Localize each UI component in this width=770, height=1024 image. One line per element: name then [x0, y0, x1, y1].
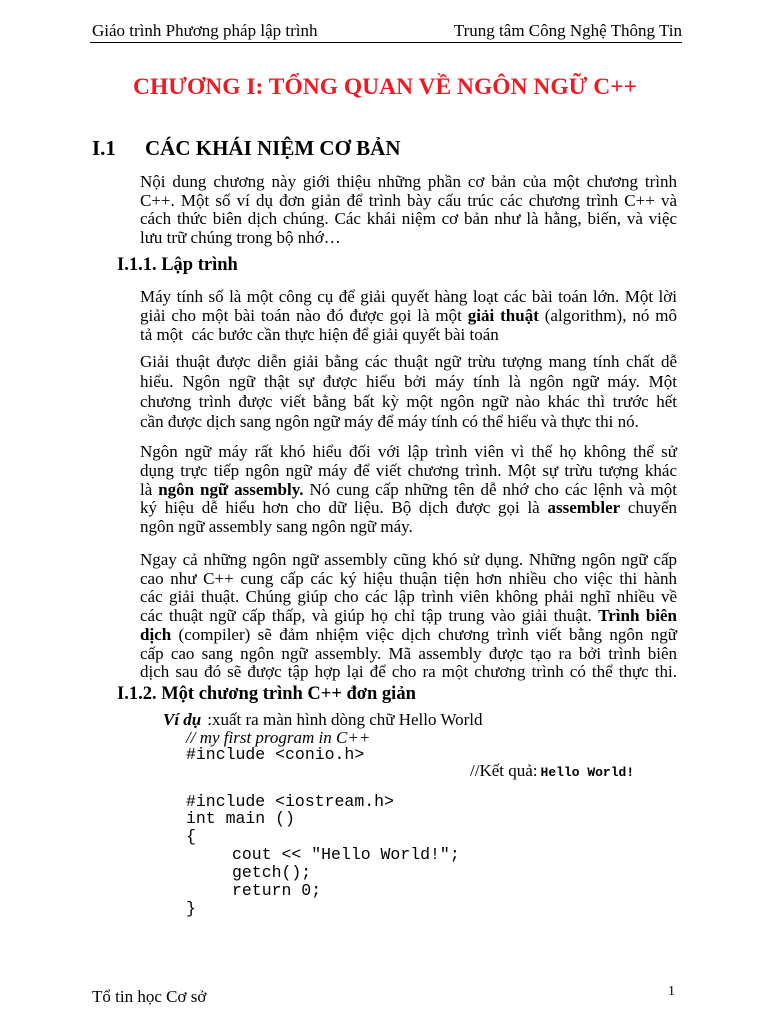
text-run: Giải thuật được diễn giải bằng các thuật ngữ trừu tượng mang tính chất dễ: [140, 352, 677, 371]
text-run: lưu trữ chúng trong bộ nhớ…: [140, 228, 341, 248]
text-line: [140, 607, 677, 626]
text-run: (algorithm), nó mô: [538, 306, 677, 325]
text-run: C++. Một số ví dụ đơn giản để trình bày cấu trúc các chương trình C++ và: [140, 190, 677, 210]
section-number: I.1: [92, 136, 116, 160]
header-course-title: Giáo trình Phương pháp lập trình: [92, 21, 318, 40]
text-run: cần được dịch sang ngôn ngữ máy để máy tính có thể hiểu và thực thi nó.: [140, 412, 639, 431]
text-line: [140, 392, 677, 412]
subsection-heading-simple-program: I.1.2. Một chương trình C++ đơn giản: [117, 684, 416, 704]
text-line: [140, 352, 677, 372]
chapter-title: CHƯƠNG I: TỔNG QUAN VỀ NGÔN NGỮ C++: [133, 74, 637, 100]
text-line: [140, 325, 677, 344]
code-comment: // my first program in C++: [186, 728, 371, 747]
bold-term: giải thuật: [467, 306, 539, 325]
text-line: [140, 229, 677, 248]
text-line: [140, 499, 677, 518]
text-line: [140, 626, 677, 645]
paragraph-compiler: [140, 551, 677, 682]
text-line: [140, 481, 677, 500]
example-label: Ví dụ: [163, 710, 202, 729]
paragraph-assembly: [140, 443, 677, 537]
text-run: Nó cung cấp những tên dễ nhớ cho các lệnh và một: [303, 479, 677, 499]
text-line: [140, 192, 677, 211]
section-title: CÁC KHÁI NIỆM CƠ BẢN: [145, 136, 401, 160]
code-line: }: [186, 899, 196, 918]
text-run: Máy tính số là một công cụ để giải quyết hàng loạt các bài toán lớn. Một lời: [140, 287, 677, 306]
code-line: {: [186, 827, 196, 846]
page-number: 1: [668, 984, 675, 999]
subsection-heading-lap-trinh: I.1.1. Lập trình: [117, 255, 238, 275]
paragraph-algorithm: [140, 287, 677, 344]
result-label: //Kết quả:: [470, 761, 538, 780]
text-line: [140, 570, 677, 589]
code-line: #include <iostream.h>: [186, 792, 394, 811]
paragraph-machine-language: [140, 352, 677, 432]
text-run: tả một các bước cần thực hiện để giải quyết bài toán: [140, 325, 499, 344]
text-line: [140, 306, 677, 325]
result-value: Hello World!: [540, 765, 635, 780]
text-line: [140, 412, 677, 432]
text-run: dụng trực tiếp ngôn ngữ máy để viết chương trình. Một sự trừu tượng khác: [140, 460, 677, 480]
example-line: [163, 710, 483, 730]
text-run: cách thức biên dịch chúng. Các khái niệm cơ bản như là hằng, biến, và việc: [140, 209, 677, 229]
example-description: :xuất ra màn hình dòng chữ Hello World: [207, 710, 483, 729]
text-run: (compiler) sẽ đảm nhiệm việc dịch chương trình viết bằng ngôn ngữ: [171, 624, 677, 644]
text-line: [140, 462, 677, 481]
code-line: cout << "Hello World!";: [232, 845, 460, 864]
text-line: [140, 372, 677, 392]
result-note: [470, 762, 634, 782]
text-run: giải cho một bài toán nào đó được gọi là một: [140, 306, 468, 325]
text-run: các thuật ngữ cấp thấp, và giúp họ chỉ tập trung vào giải thuật.: [140, 606, 599, 626]
text-line: [140, 645, 677, 664]
text-line: [140, 443, 677, 462]
text-run: chuyển: [620, 498, 678, 518]
bold-term: assembler: [547, 498, 621, 518]
text-line: [140, 551, 677, 570]
code-line: int main (): [186, 809, 295, 828]
text-run: ngôn ngữ assembly sang ngôn ngữ máy.: [140, 517, 413, 537]
paragraph-intro: [140, 173, 677, 248]
header-center-name: Trung tâm Công Nghệ Thông Tin: [453, 21, 682, 40]
text-line: [140, 287, 677, 306]
text-line: [140, 210, 677, 229]
text-run: chương trình được viết bằng bất kỳ một ngôn ngữ nào khác thì trước hết: [140, 392, 677, 411]
text-run: cấp cao sang ngôn ngữ assembly. Mã assembly được tạo ra bởi trình biên: [140, 643, 677, 663]
code-line: getch();: [232, 863, 312, 882]
text-line: [140, 518, 677, 537]
text-run: Ngôn ngữ máy rất khó hiểu đối với lập trình viên vì thế họ không thể sử: [140, 442, 677, 461]
bold-term: Trình biên: [598, 606, 677, 626]
header-divider: [90, 42, 682, 43]
text-run: cao như C++ cung cấp các ký hiệu thuận tiện hơn nhiều cho việc thi hành: [140, 568, 677, 588]
text-run: dịch sau đó sẽ được tập hợp lại để cho ra một chương trình có thể thực thi.: [140, 662, 677, 682]
text-run: ký hiệu dễ hiểu hơn cho dữ liệu. Bộ dịch được gọi là: [140, 498, 548, 518]
text-run: Nội dung chương này giới thiệu những phần cơ bản của một chương trình: [140, 172, 677, 191]
text-line: [140, 588, 677, 607]
text-line: [140, 173, 677, 192]
bold-term: ngôn ngữ assembly.: [158, 479, 304, 499]
text-line: [140, 663, 677, 682]
code-line: return 0;: [232, 881, 322, 900]
code-line: #include <conio.h>: [186, 745, 365, 764]
text-run: Ngay cả những ngôn ngữ assembly cũng khó sử dụng. Những ngôn ngữ cấp: [140, 550, 677, 569]
text-run: các giải thuật. Chúng giúp cho các lập trình viên không phải nghĩ nhiều về: [140, 587, 677, 607]
text-run: là: [140, 479, 159, 499]
bold-term: dịch: [140, 624, 172, 644]
text-run: hiểu. Ngôn ngữ thật sự được hiểu bởi máy tính là ngôn ngữ máy. Một: [140, 372, 677, 391]
footer-department: Tổ tin học Cơ sở: [92, 987, 207, 1006]
